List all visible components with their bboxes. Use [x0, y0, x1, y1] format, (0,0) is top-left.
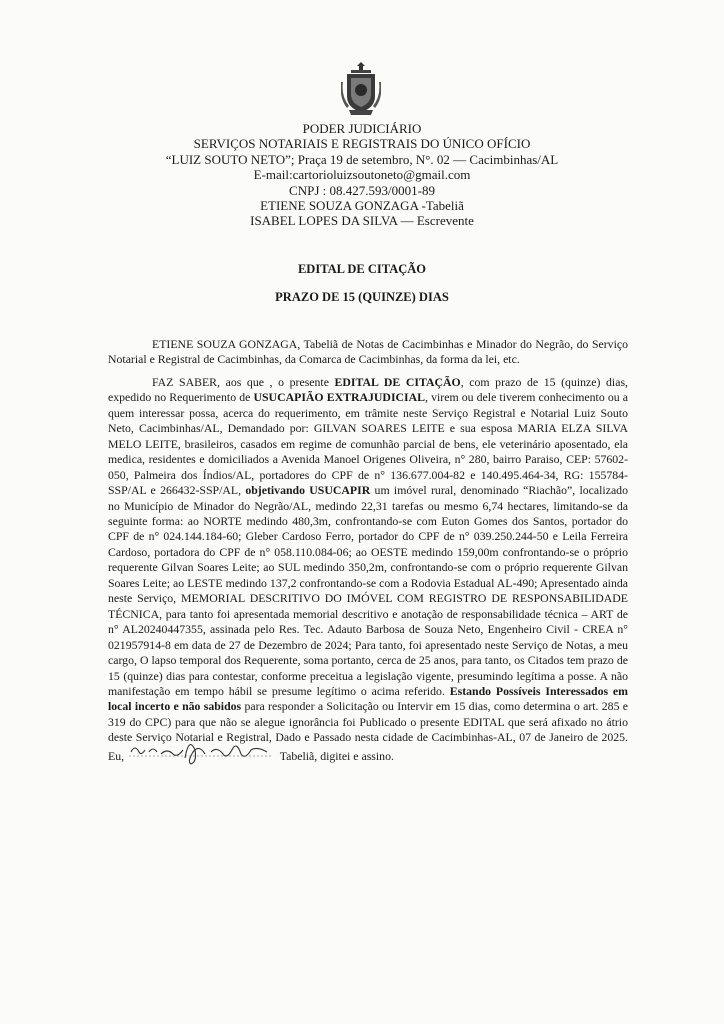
text-segment: FAZ SABER, aos que , o presente: [152, 374, 335, 389]
header-line-3: “LUIZ SOUTO NETO”; Praça 19 de setembro, N°. 02 — Cacimbinhas/AL: [165, 151, 559, 167]
header-email: E-mail:cartorioluizsoutoneto@gmail.com: [253, 167, 471, 183]
text-segment: , com prazo de 15 (quinze) dias, expedido no Requerimento de: [108, 374, 628, 405]
text-segment: , virem ou dele tiverem conhecimento ou a quem interessar possa, acerca do requerimento, em trâmite neste Serviço Registral e Notarial Luiz Souto Neto, Cacimbinhas/AL, Demandado por: GILVAN SOARES LEITE e sua esposa MARIA ELZA SILVA MELO LEITE, brasileiros, casados em regime de comunhão parcial de bens, ele veterinário aposentado, ela medica, residentes e domiciliados a Avenida Manoel Origenes Oliveira, n° 280, bairro Paraiso, CEP: 57602-050, Palmeira dos Índios/AL, portadores do CPF de n° 136.677.004-82 e 140.495.464-34, RG: 155784-SSP/AL e 266432-SSP/AL,: [108, 390, 628, 498]
main-paragraph: [108, 375, 628, 764]
bold-segment: USUCAPIÃO EXTRAJUDICIAL: [253, 390, 426, 405]
document-title: EDITAL DE CITAÇÃO: [297, 262, 427, 276]
bold-segment: Estando Possíveis Interessados em local incerto e não sabidos: [108, 683, 628, 714]
text-segment: para responder a Solicitação ou Intervir em 15 dias, como determina o art. 285 e 319 do CPC) para que não se alegue ignorância foi Publicado o presente EDITAL que será afixado no átrio deste Serviço Notarial e Registral, Dado e Passado nesta cidade de Cacimbinhas-AL, 07 de Janeiro de 2025. Eu,: [108, 699, 629, 763]
coat-of-arms-icon: [341, 60, 381, 116]
office-header: [0, 121, 724, 229]
header-line-1: PODER JUDICIÁRIO: [302, 121, 422, 136]
document-subtitle: PRAZO DE 15 (QUINZE) DIAS: [275, 290, 449, 304]
header-cnpj: CNPJ : 08.427.593/0001-89: [289, 182, 435, 198]
header-notary: ETIENE SOUZA GONZAGA -Tabeliã: [260, 198, 464, 214]
bold-segment: EDITAL DE CITAÇÃO: [334, 374, 461, 389]
document-body: [108, 337, 628, 764]
intro-paragraph: ETIENE SOUZA GONZAGA, Tabeliã de Notas de Cacimbinhas e Minador do Negrão, do Serviço Notarial e Registral de Cacimbinhas, da Comarca de Cacimbinhas, da forma da lei, etc.: [108, 337, 628, 367]
handwritten-signature: [127, 746, 277, 760]
text-segment: Tabeliã, digitei e assino.: [277, 748, 394, 763]
header-line-2: SERVIÇOS NOTARIAIS E REGISTRAIS DO ÚNICO OFÍCIO: [193, 136, 531, 152]
header-clerk: ISABEL LOPES DA SILVA — Escrevente: [250, 213, 474, 229]
bold-segment: objetivando USUCAPIR: [245, 483, 371, 498]
text-segment: um imóvel rural, denominado “Riachão”, localizado no Município de Minador do Negrão/AL, medindo 22,31 tarefas ou mesmo 6,74 hectares, limitando-se da seguinte forma: ao NORTE medindo 480,3m, confrontando-se com Euton Gomes dos Santos, portador do CPF de n° 024.144.184-60; Gleber Cardoso Ferro, portador do CPF de n° 039.250.244-50 e Leila Ferreira Cardoso, portadora do CPF de n° 058.110.084-06; ao OESTE medindo 159,00m confrontando-se o próprio requerente Gilvan Soares Leite; ao SUL medindo 350,2m, confrontando-se com o próprio requerente Gilvan Soares Leite; ao LESTE medindo 137,2 confrontando-se com a Rodovia Estadual AL-490; Apresentado ainda neste Serviço, MEMORIAL DESCRITIVO DO IMÓVEL COM REGISTRO DE RESPONSABILIDADE TÉCNICA, para tanto foi apresentada memorial descritivo e anotação de responsabilidade técnica – ART de n° AL20240447355, assinada pelo Res. Tec. Adauto Barbosa de Souza Neto, Engenheiro Civil - CREA n° 021957914-8 em data de 27 de Dezembro de 2024; Para tanto, foi apresentado neste Serviço de Notas, a meu cargo, O lapso temporal dos Requerente, soma portanto, cerca de 25 anos, para tanto, os Citados tem prazo de 15 (quinze) dias para contestar, conforme preceitua a legislação vigente, presumindo legítima a posse. A não manifestação em tempo hábil se presume legítimo o acima referido.: [108, 483, 628, 698]
